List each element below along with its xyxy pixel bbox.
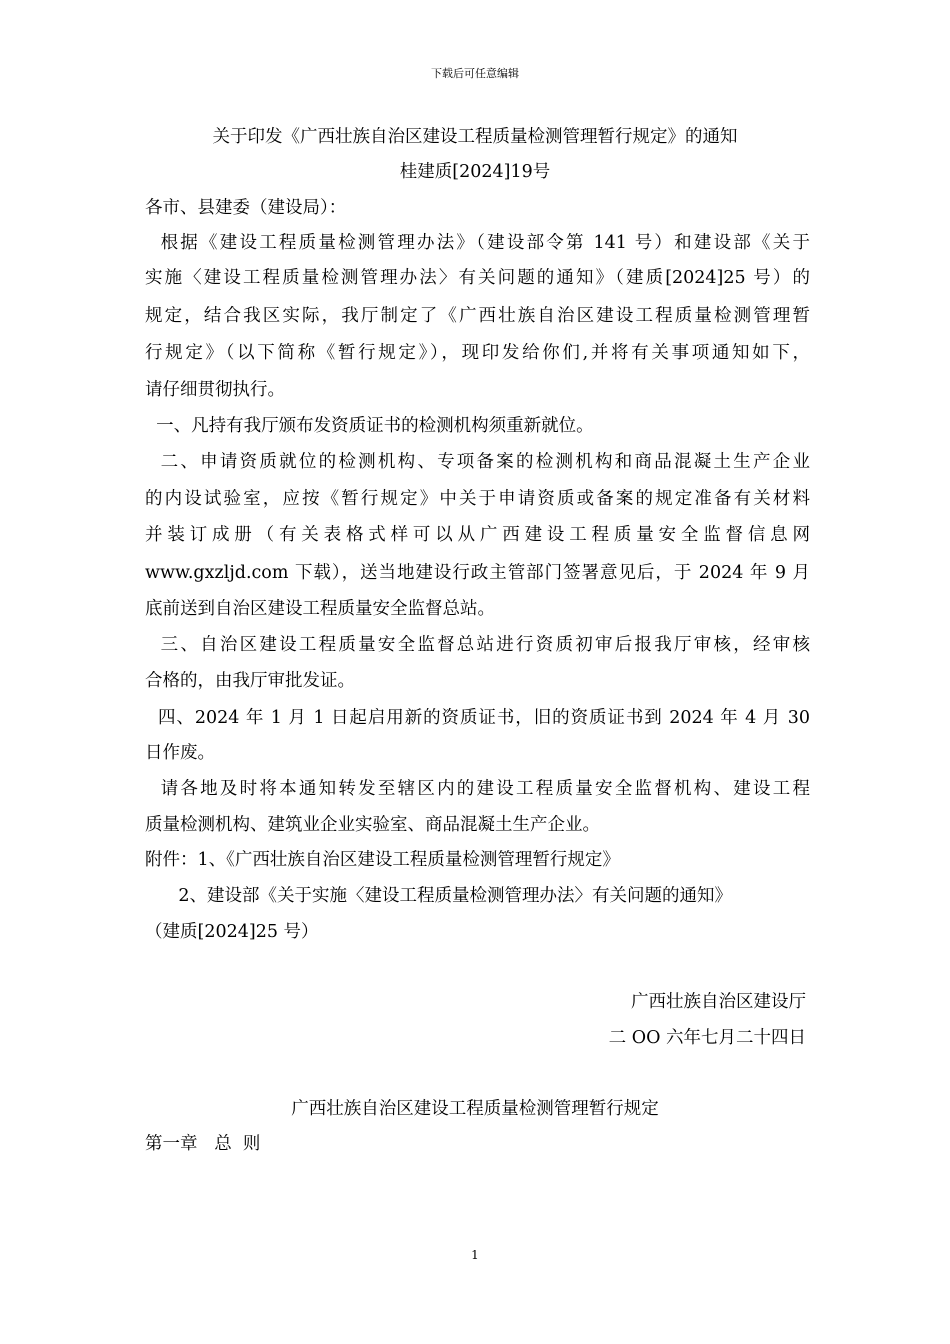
attachment-line: 2、建设部《关于实施〈建设工程质量检测管理办法〉有关问题的通知》 (145, 886, 733, 906)
regulation-title: 广西壮族自治区建设工程质量检测管理暂行规定 (291, 1099, 659, 1119)
notice-title: 关于印发《广西壮族自治区建设工程质量检测管理暂行规定》的通知 (212, 127, 738, 147)
body-line: www.gxzljd.com 下载），送当地建设行政主管部门签署意见后，于 2024 年 9 月 (145, 563, 810, 583)
header-note: 下载后可任意编辑 (431, 67, 519, 80)
issue-date: 二 OO 六年七月二十四日 (608, 1028, 806, 1048)
body-line: 合格的，由我厅审批发证。 (145, 671, 355, 691)
salutation: 各市、县建委（建设局）： (145, 198, 347, 218)
body-line: 四、2024 年 1 月 1 日起启用新的资质证书，旧的资质证书到 2024 年 4 月 30 (145, 708, 810, 728)
body-line: 根据《建设工程质量检测管理办法》（建设部令第 141 号）和建设部《关于 (145, 233, 810, 253)
body-line: 行规定》（以下简称《暂行规定》），现印发给你们,并将有关事项通知如下， (145, 343, 810, 363)
body-line: 请仔细贯彻执行。 (145, 380, 285, 400)
attachment-line: 附件：1、《广西壮族自治区建设工程质量检测管理暂行规定》 (145, 850, 620, 870)
attachment-line: （建质[2024]25 号） (145, 922, 319, 942)
body-line: 二、申请资质就位的检测机构、专项备案的检测机构和商品混凝土生产企业 (145, 452, 810, 472)
body-line: 的内设试验室，应按《暂行规定》中关于申请资质或备案的规定准备有关材料 (145, 489, 810, 509)
body-line: 底前送到自治区建设工程质量安全监督总站。 (145, 599, 495, 619)
issuer: 广西壮族自治区建设厅 (631, 992, 806, 1012)
body-line: 一、凡持有我厅颁布发资质证书的检测机构须重新就位。 (145, 416, 594, 436)
body-line: 日作废。 (145, 743, 215, 763)
body-line: 实施〈建设工程质量检测管理办法〉有关问题的通知》（建质[2024]25 号）的 (145, 268, 810, 288)
chapter-heading: 第一章 总 则 (145, 1134, 261, 1154)
body-line: 质量检测机构、建筑业企业实验室、商品混凝土生产企业。 (145, 815, 600, 835)
body-line: 并装订成册（有关表格式样可以从广西建设工程质量安全监督信息网 (145, 525, 810, 545)
body-line: 请各地及时将本通知转发至辖区内的建设工程质量安全监督机构、建设工程 (145, 779, 810, 799)
doc-number: 桂建质[2024]19号 (399, 162, 551, 182)
body-line: 三、自治区建设工程质量安全监督总站进行资质初审后报我厅审核，经审核 (145, 635, 810, 655)
body-line: 规定，结合我区实际，我厅制定了《广西壮族自治区建设工程质量检测管理暂 (145, 306, 810, 326)
page-number: 1 (471, 1248, 479, 1262)
